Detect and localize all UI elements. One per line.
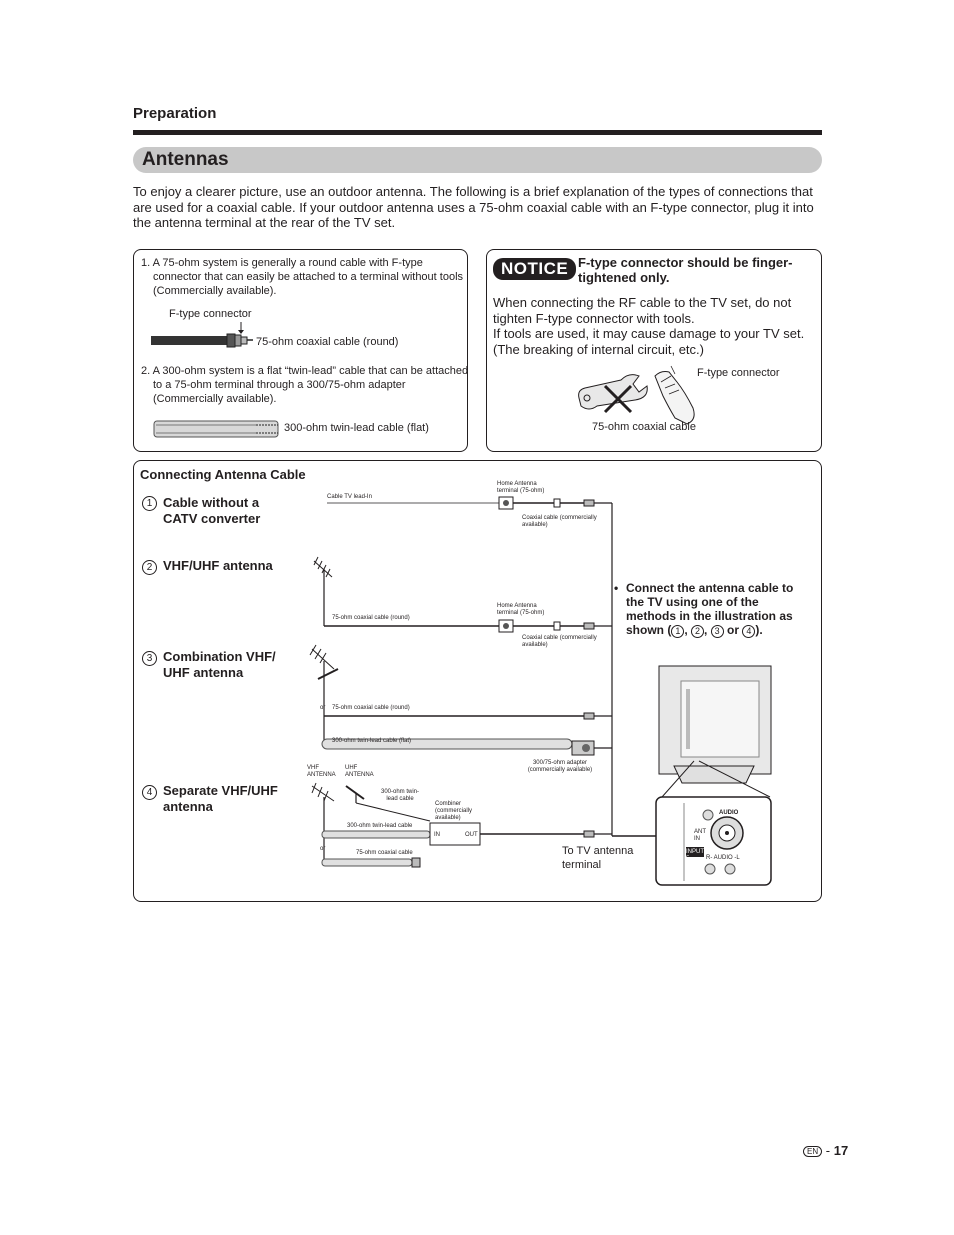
tv-input-label: INPUT 5 [686,849,704,862]
coaxial-cable-label-2: Coaxial cable (commercially available) [522,635,597,648]
notice-heading: F-type connector should be finger-tightened only. [578,255,793,285]
method-4-label: Separate VHF/UHF antenna [163,783,278,814]
method-2-label: VHF/UHF antenna [163,558,273,573]
twinlead-cable-label: 300-ohm twin-lead cable (flat) [284,422,429,434]
title-bar [133,147,822,173]
round-cable-illustration [149,320,259,350]
bullet-sep-2: , [704,623,711,637]
page-title: Antennas [142,149,229,170]
connecting-heading: Connecting Antenna Cable [140,467,306,482]
page-footer [803,1143,848,1158]
cable-type-1-text: 1. A 75-ohm system is generally a round cable with F-type connector that can easily be attached to a terminal without tools (Commercially available). [141,257,464,297]
home-antenna-terminal-label-2: Home Antenna terminal (75-ohm) [497,603,545,616]
tv-audio-label: AUDIO [719,810,739,816]
footer-dash: - [825,1143,831,1158]
ftype-connector-label: F-type connector [169,308,252,320]
or-label-2: or [320,846,326,852]
twinlead-cable-illustration [152,418,284,440]
intro-paragraph: To enjoy a clearer picture, use an outdoor antenna. The following is a brief explanation of the types of connections that are used for a coaxial cable. If your outdoor antenna uses a 75-ohm coaxial cable with an F-type connector, plug it into the antenna terminal at the rear of the TV set. [133,184,814,230]
uhf-antenna-label: UHF ANTENNA [345,765,374,778]
coax-75-label: 75-ohm coaxial cable [356,850,413,856]
bullet-num-4: 4 [742,625,755,638]
bullet-text: Connect the antenna cable to the TV using one of the methods in the illustration as shown ( [626,581,794,637]
page-number: 17 [833,1143,849,1158]
home-antenna-terminal-label-1: Home Antenna terminal (75-ohm) [497,481,545,494]
twinlead-300-short-label: 300-ohm twin-lead cable [347,823,413,829]
tv-raudio-label: R- AUDIO -L [706,855,740,861]
language-badge: EN [803,1146,822,1157]
bullet-num-2: 2 [691,625,704,638]
cable-tv-lead-in-label: Cable TV lead-In [327,494,372,500]
section-label: Preparation [133,105,217,122]
notice-body-1: When connecting the RF cable to the TV set, do not tighten F-type connector with tools. [493,295,792,326]
method-3-label: Combination VHF/ UHF antenna [163,649,276,680]
combiner-out-label: OUT [465,832,478,838]
connecting-antenna-box [133,460,822,902]
wrench-prohibited-illustration [575,362,705,428]
bullet-num-3: 3 [711,625,724,638]
cable-types-box [133,249,468,452]
method-2-number: 2 [142,560,157,575]
notice-box [486,249,822,452]
vhf-antenna-label: VHF ANTENNA [307,765,336,778]
tv-ant-in-label: ANT IN [694,829,706,842]
header-rule [133,130,822,135]
method-1-number: 1 [142,496,157,511]
notice-cable-label: 75-ohm coaxial cable [592,421,696,433]
combiner-in-label: IN [434,832,440,838]
bullet-or: or [723,623,743,637]
or-label-1: or [320,705,326,711]
coaxial-cable-label-1: Coaxial cable (commercially available) [522,515,597,528]
round-cable-label-2: 75-ohm coaxial cable (round) [332,615,410,621]
twinlead-300-label: 300-ohm twin-lead cable [380,789,419,802]
method-3-number: 3 [142,651,157,666]
connection-bullet-note [614,581,801,638]
notice-body-2: If tools are used, it may cause damage to your TV set. (The breaking of internal circuit, etc.) [493,326,805,357]
method-4-number: 4 [142,785,157,800]
round-cable-label: 75-ohm coaxial cable (round) [256,336,399,348]
round-cable-label-3: 75-ohm coaxial cable (round) [332,705,410,711]
twinlead-flat-label: 300-ohm twin-lead cable (flat) [332,738,412,744]
bullet-sep-1: , [684,623,691,637]
method-1-label: Cable without a CATV converter [163,495,261,526]
connection-diagram [134,461,823,903]
to-tv-terminal-label: To TV antenna terminal [562,845,634,871]
cable-type-2-text: 2. A 300-ohm system is a flat “twin-lead” cable that can be attached to a 75-ohm terminal through a 300/75-ohm adapter (Commercially available). [141,365,469,405]
bullet-end: ). [755,623,763,637]
notice-ftype-label: F-type connector [697,367,780,379]
combiner-label: Combiner (commercially available) [435,801,473,821]
bullet-num-1: 1 [671,625,684,638]
bullet-dot: • [614,581,619,595]
adapter-label: 300/75-ohm adapter (commercially available) [527,760,593,773]
notice-badge: NOTICE [493,258,576,280]
